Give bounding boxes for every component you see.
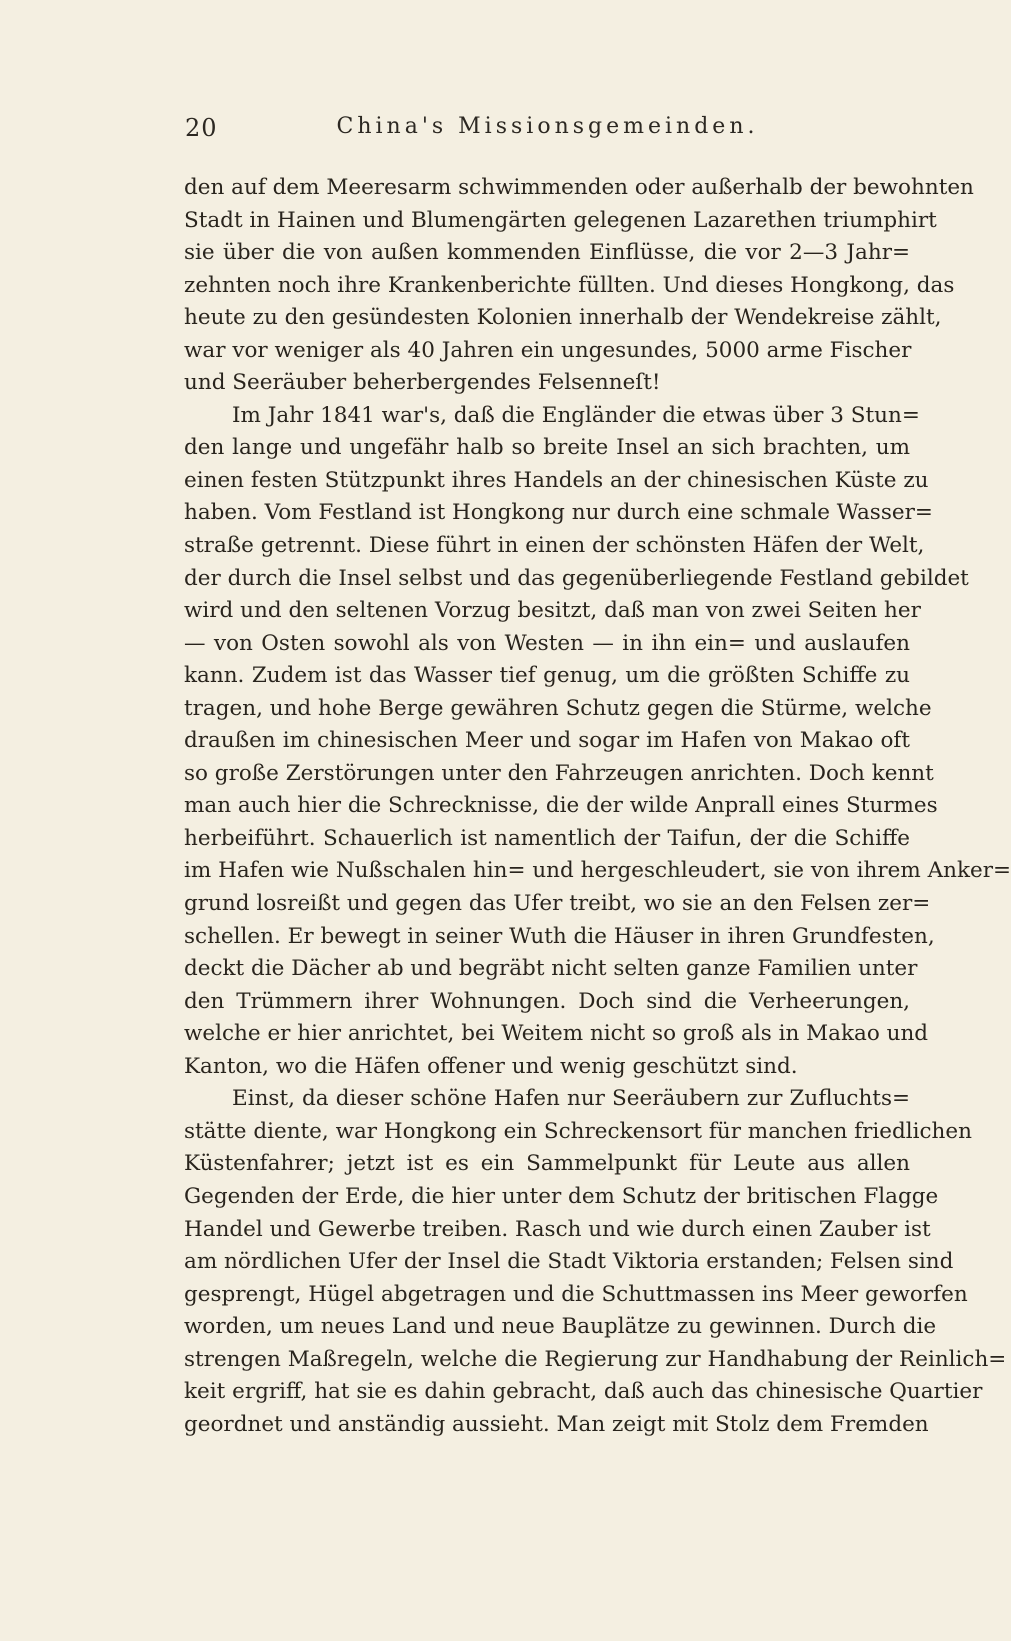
- text-line: worden, um neues Land und neue Bauplätze zu gewinnen. Durch die: [184, 1314, 937, 1340]
- text-line: so große Zerstörungen unter den Fahrzeugen anrichten. Doch kennt: [184, 760, 934, 786]
- text-line: der durch die Insel selbst und das gegenüberliegende Festland gebildet: [184, 565, 969, 591]
- text-line: am nördlichen Ufer der Insel die Stadt Viktoria erstanden; Felsen sind: [184, 1249, 954, 1275]
- text-line: kann. Zudem ist das Wasser tief genug, um die größten Schiffe zu: [184, 663, 910, 689]
- text-line: Handel und Gewerbe treiben. Rasch und wie durch einen Zauber ist: [184, 1216, 931, 1242]
- text-line: wird und den seltenen Vorzug besitzt, daß man von zwei Seiten her: [184, 598, 921, 624]
- text-line: herbeiführt. Schauerlich ist namentlich der Taifun, der die Schiffe: [184, 825, 910, 851]
- text-line: Gegenden der Erde, die hier unter dem Schutz der britischen Flagge: [184, 1183, 939, 1209]
- text-line: haben. Vom Festland ist Hongkong nur durch eine schmale Wasser=: [184, 500, 933, 526]
- text-line: den lange und ungefähr halb so breite Insel an sich brachten, um: [184, 435, 910, 461]
- text-line: deckt die Dächer ab und begräbt nicht selten ganze Familien unter: [184, 956, 918, 982]
- text-line: Einst, da dieser schöne Hafen nur Seeräubern zur Zufluchts=: [232, 1086, 910, 1112]
- text-line: Im Jahr 1841 war's, daß die Engländer die etwas über 3 Stun=: [232, 402, 920, 428]
- running-title: China's Missionsgemeinden.: [336, 114, 759, 139]
- text-line: und Seeräuber beherbergendes Felsenneſt!: [184, 370, 661, 396]
- text-line: strengen Maßregeln, welche die Regierung zur Handhabung der Reinlich=: [184, 1346, 1007, 1372]
- text-line: straße getrennt. Diese führt in einen der schönsten Häfen der Welt,: [184, 533, 925, 559]
- text-line: man auch hier die Schrecknisse, die der wilde Anprall eines Sturmes: [184, 793, 938, 819]
- text-line: grund losreißt und gegen das Ufer treibt, wo sie an den Felsen zer=: [184, 891, 931, 917]
- body-text: [184, 172, 1011, 1441]
- text-line: einen festen Stützpunkt ihres Handels an der chinesischen Küste zu: [184, 467, 929, 493]
- text-line: Stadt in Hainen und Blumengärten gelegenen Lazarethen triumphirt: [184, 207, 937, 233]
- text-line: — von Osten sowohl als von Westen — in ihn ein= und auslaufen: [184, 630, 910, 656]
- page-header: [185, 114, 910, 148]
- text-line: sie über die von außen kommenden Einflüsse, die vor 2—3 Jahr=: [184, 240, 910, 266]
- text-line: stätte diente, war Hongkong ein Schreckensort für manchen friedlichen: [184, 1118, 972, 1144]
- text-line: heute zu den gesündesten Kolonien innerhalb der Wendekreise zählt,: [184, 305, 942, 331]
- text-line: zehnten noch ihre Krankenberichte füllten. Und dieses Hongkong, das: [184, 272, 955, 298]
- text-line: geordnet und anständig aussieht. Man zeigt mit Stolz dem Fremden: [184, 1411, 929, 1437]
- text-line: war vor weniger als 40 Jahren ein ungesundes, 5000 arme Fischer: [184, 337, 912, 363]
- text-line: welche er hier anrichtet, bei Weitem nicht so groß als in Makao und: [184, 1021, 929, 1047]
- text-line: den Trümmern ihrer Wohnungen. Doch sind die Verheerungen,: [184, 988, 910, 1014]
- text-line: keit ergriff, hat sie es dahin gebracht, daß auch das chinesische Quartier: [184, 1379, 983, 1405]
- text-line: tragen, und hohe Berge gewähren Schutz gegen die Stürme, welche: [184, 695, 932, 721]
- text-line: im Hafen wie Nußschalen hin= und hergeschleudert, sie von ihrem Anker=: [184, 858, 1011, 884]
- text-line: Küstenfahrer; jetzt ist es ein Sammelpunkt für Leute aus allen: [184, 1151, 910, 1177]
- text-line: den auf dem Meeresarm schwimmenden oder außerhalb der bewohnten: [184, 175, 974, 200]
- text-line: gesprengt, Hügel abgetragen und die Schuttmassen ins Meer geworfen: [184, 1281, 968, 1307]
- text-line: draußen im chinesischen Meer und sogar im Hafen von Makao oft: [184, 728, 910, 754]
- text-line: schellen. Er bewegt in seiner Wuth die Häuser in ihren Grundfesten,: [184, 923, 935, 949]
- text-line: Kanton, wo die Häfen offener und wenig geschützt sind.: [184, 1053, 798, 1079]
- page-number: 20: [185, 114, 218, 142]
